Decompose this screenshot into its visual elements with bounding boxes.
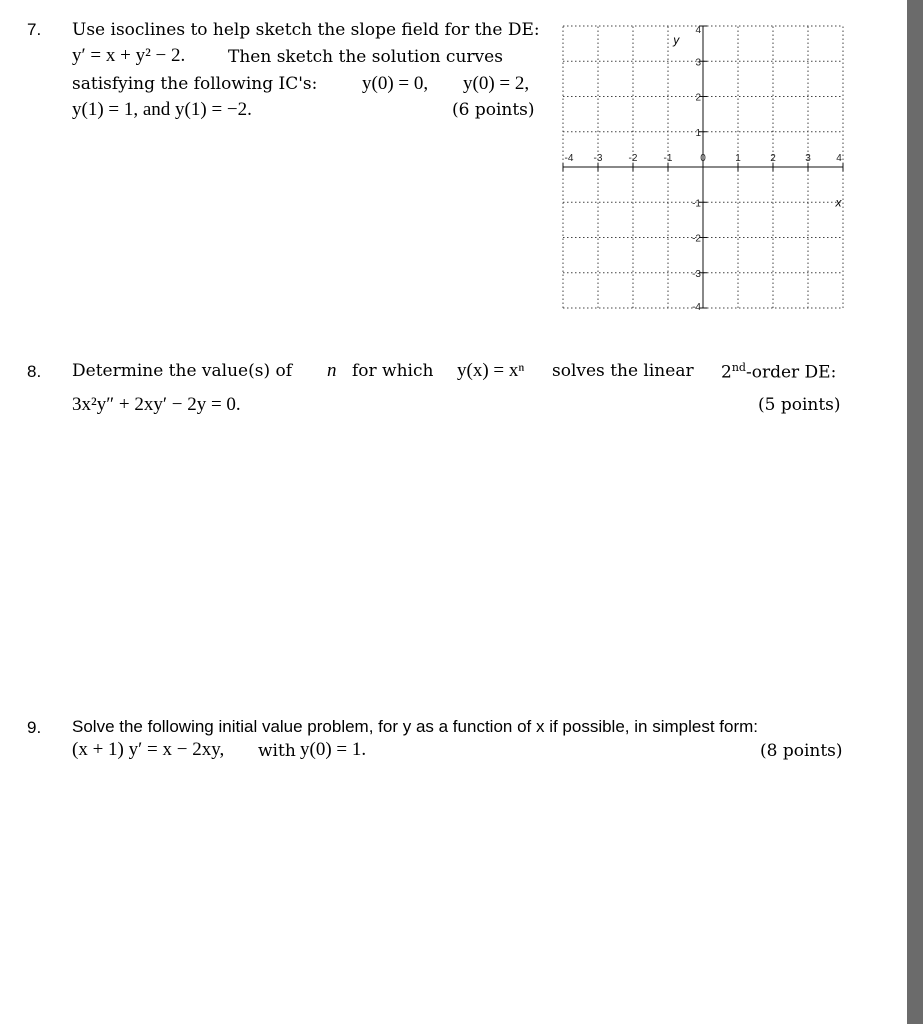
problem-8-line1c: solves the linear [552, 361, 694, 381]
y-tick-label: 4 [695, 25, 701, 36]
x-tick-label: -3 [593, 153, 603, 164]
problem-8-number: 8. [27, 362, 42, 381]
problem-9-number: 9. [27, 718, 42, 737]
x-tick-label: 4 [836, 153, 842, 164]
x-tick-label: 1 [735, 153, 741, 164]
problem-8-equation: 3x²y″ + 2xy′ − 2y = 0. [72, 394, 241, 415]
x-tick-label: -4 [564, 153, 574, 164]
problem-8-line1b: for which [352, 361, 434, 381]
problem-7-number: 7. [27, 20, 42, 39]
y-tick-label: -1 [692, 198, 701, 210]
problem-7-ic2: y(0) = 2, [463, 73, 530, 94]
problem-8-expression: y(x) = xⁿ [457, 360, 525, 381]
y-tick-label: -3 [692, 268, 701, 280]
x-tick-label: -1 [663, 153, 673, 164]
problem-8-line1d: 2nd-order DE: [721, 361, 837, 383]
problem-7-points: (6 points) [452, 100, 535, 120]
problem-9-with: with [258, 741, 296, 761]
problem-9-equation: (x + 1) y′ = x − 2xy, [72, 739, 225, 760]
problem-7-ic3: y(1) = 1, and y(1) = −2. [72, 99, 252, 120]
problem-7-equation: y′ = x + y² − 2. [72, 45, 186, 66]
x-tick-label: 3 [805, 153, 811, 164]
problem-7-line1: Use isoclines to help sketch the slope field for the DE: [72, 20, 540, 40]
problem-8-points: (5 points) [758, 395, 841, 415]
y-tick-label: 2 [695, 92, 701, 104]
axes [563, 26, 843, 308]
x-axis-label: x [835, 195, 842, 210]
problem-9-line1: Solve the following initial value problem, for y as a function of x if possible, in simplest form: [72, 717, 758, 736]
problem-9-ic: y(0) = 1. [300, 739, 367, 760]
x-tick-label: -2 [628, 153, 638, 164]
scrollbar[interactable] [907, 0, 923, 1024]
x-tick-label: 2 [770, 153, 776, 164]
y-axis-label: y [673, 33, 680, 48]
problem-8-n: n [327, 360, 337, 381]
problem-7-then: Then sketch the solution curves [228, 47, 503, 67]
problem-8-line1a: Determine the value(s) of [72, 361, 293, 381]
x-tick-label: 0 [700, 153, 706, 164]
problem-7-ic1: y(0) = 0, [362, 73, 429, 94]
y-tick-label: -2 [692, 233, 701, 245]
problem-9-points: (8 points) [760, 741, 843, 761]
y-tick-label: 1 [695, 127, 701, 139]
y-tick-label: 3 [695, 57, 701, 69]
y-tick-label: -4 [692, 302, 701, 312]
slope-field-grid [560, 22, 846, 312]
problem-7-satisfying: satisfying the following IC's: [72, 74, 318, 94]
